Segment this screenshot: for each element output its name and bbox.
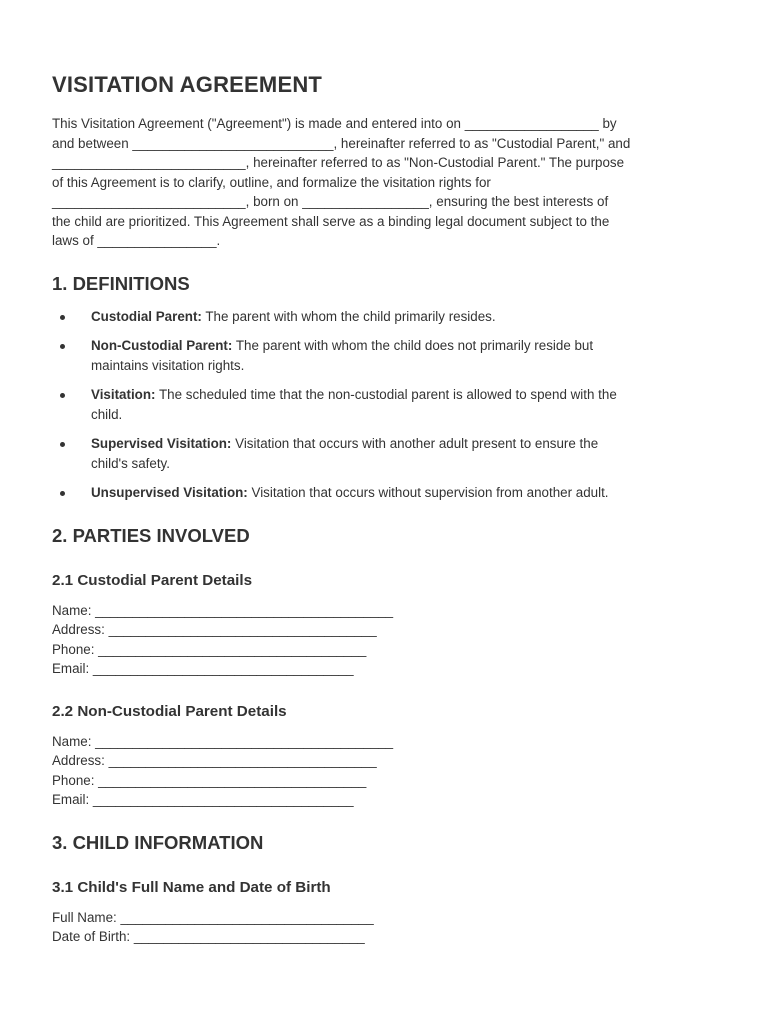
bullet-icon <box>60 315 65 320</box>
definition-term: Custodial Parent: <box>91 308 202 324</box>
definition-desc: Visitation that occurs without supervision from another adult. <box>251 485 609 500</box>
intro-line: the child are prioritized. This Agreement shall serve as a binding legal document subject to the <box>52 213 610 229</box>
section-heading-parties: 2. PARTIES INVOLVED <box>52 524 250 546</box>
definition-item <box>52 336 722 375</box>
bullet-icon <box>60 491 65 496</box>
subsection-heading-custodial: 2.1 Custodial Parent Details <box>52 571 253 589</box>
intro-line: laws of ________________. <box>52 233 221 248</box>
phone-field[interactable]: Phone: ____________________________________ <box>52 772 367 788</box>
definition-text <box>91 434 722 454</box>
section-heading-definitions: 1. DEFINITIONS <box>52 272 190 294</box>
definition-item <box>52 385 722 424</box>
definition-item <box>52 483 722 503</box>
definition-term: Visitation: <box>91 387 156 402</box>
subsection-heading-non-custodial: 2.2 Non-Custodial Parent Details <box>52 702 287 720</box>
intro-line: __________________________, hereinafter referred to as "Non-Custodial Parent." The purpose <box>52 155 625 170</box>
custodial-fields <box>52 601 722 679</box>
definition-text <box>91 336 722 356</box>
name-field[interactable]: Name: ________________________________________ <box>52 602 394 618</box>
child-fields <box>52 908 722 947</box>
definition-text <box>91 307 722 327</box>
bullet-icon <box>60 442 65 447</box>
address-field[interactable]: Address: ____________________________________ <box>52 622 377 637</box>
definition-desc-cont: child's safety. <box>91 455 170 471</box>
definition-desc: The scheduled time that the non-custodial parent is allowed to spend with the <box>158 387 617 402</box>
intro-paragraph <box>52 114 722 251</box>
definition-desc-cont: maintains visitation rights. <box>91 357 245 373</box>
definition-text <box>91 483 722 503</box>
name-field[interactable]: Name: ________________________________________ <box>52 733 394 749</box>
subsection-heading-child-details: 3.1 Child's Full Name and Date of Birth <box>52 878 331 896</box>
bullet-icon <box>60 393 65 398</box>
intro-line: and between ___________________________, hereinafter referred to as "Custodial Parent," and <box>52 135 631 151</box>
email-field[interactable]: Email: ___________________________________ <box>52 661 354 676</box>
definition-term: Unsupervised Visitation: <box>91 485 248 500</box>
date-of-birth-field[interactable]: Date of Birth: _______________________________ <box>52 929 365 944</box>
phone-field[interactable]: Phone: ____________________________________ <box>52 641 367 657</box>
document-page <box>52 70 722 947</box>
definition-desc: The parent with whom the child primarily resides. <box>205 308 496 324</box>
intro-line: This Visitation Agreement ("Agreement") is made and entered into on __________________ by <box>52 116 617 131</box>
bullet-icon <box>60 344 65 349</box>
definition-item <box>52 307 722 327</box>
definition-desc: Visitation that occurs with another adult present to ensure the <box>235 436 599 451</box>
non-custodial-fields <box>52 732 722 810</box>
section-heading-child: 3. CHILD INFORMATION <box>52 831 264 853</box>
definitions-list <box>52 307 722 503</box>
definition-term: Non-Custodial Parent: <box>91 338 233 353</box>
definition-text <box>91 385 722 405</box>
address-field[interactable]: Address: ____________________________________ <box>52 753 377 768</box>
definition-desc-cont: child. <box>91 406 123 422</box>
definition-item <box>52 434 722 473</box>
intro-line: of this Agreement is to clarify, outline, and formalize the visitation rights for <box>52 174 491 190</box>
definition-term: Supervised Visitation: <box>91 436 232 451</box>
email-field[interactable]: Email: ___________________________________ <box>52 792 354 807</box>
definition-desc: The parent with whom the child does not primarily reside but <box>235 338 594 353</box>
document-title: VISITATION AGREEMENT <box>52 72 323 97</box>
intro-line: __________________________, born on _________________, ensuring the best interests of <box>52 194 609 209</box>
full-name-field[interactable]: Full Name: __________________________________ <box>52 909 374 925</box>
